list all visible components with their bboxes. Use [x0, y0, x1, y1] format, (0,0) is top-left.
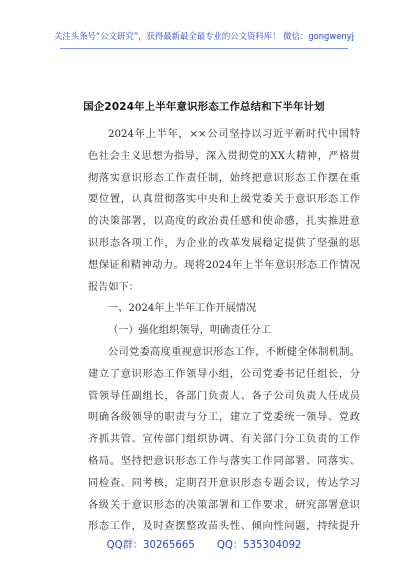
- footer-qq-number: QQ：535304092: [216, 540, 302, 551]
- section-heading: 一、2024年上半年工作开展情况: [108, 303, 257, 315]
- body-line: 建立了意识形态工作领导小组，公司党委书记任组长，分: [88, 368, 360, 380]
- footer-qq-group: QQ群：30265665: [106, 540, 195, 551]
- body-line: 的决策部署，以高度的政治责任感和使命感，扎实推进意: [88, 216, 360, 228]
- document-body: [88, 124, 360, 538]
- header-banner: 关注头条号“公文研究”，获得最新最全最专业的公文资料库！ 微信：gongwenyj: [54, 31, 354, 41]
- body-line: 格局。坚持把意识形态工作与落实工作同部署、同落实、: [88, 455, 360, 467]
- footer-contact: [0, 536, 408, 551]
- subsection-heading: （一）强化组织领导，明确责任分工: [108, 325, 271, 337]
- body-line: 要位置，认真贯彻落实中央和上级党委关于意识形态工作: [88, 194, 360, 206]
- body-line: 管领导任副组长，各部门负责人、各子公司负责人任成员: [88, 390, 360, 402]
- body-line: 同检查、同考核，定期召开意识形态专题会议，传达学习: [88, 477, 360, 489]
- body-line: 2024年上半年，××公司坚持以习近平新时代中国特: [108, 129, 360, 140]
- body-line: 识形态各项工作，为企业的改革发展稳定提供了坚强的思: [88, 237, 360, 249]
- body-line: 彻落实意识形态工作责任制，始终把意识形态工作摆在重: [88, 172, 360, 184]
- body-line: 明确各级领导的职责与分工，建立了党委统一领导、党政: [88, 412, 360, 424]
- header-divider: [60, 48, 348, 49]
- body-line: 公司党委高度重视意识形态工作，不断健全体制机制。: [108, 346, 360, 358]
- body-line: 各级关于意识形态的决策部署和工作要求，研究部署意识: [88, 499, 360, 511]
- body-line: 色社会主义思想为指导，深入贯彻党的XX大精神，严格贯: [88, 150, 360, 162]
- body-line: 报告如下：: [88, 281, 139, 293]
- body-line: 想保证和精神动力。现将2024年上半年意识形态工作情况: [88, 259, 360, 271]
- body-line: 形态工作，及时查摆整改苗头性、倾向性问题，持续提升: [88, 521, 360, 533]
- document-title: 国企2024年上半年意识形态工作总结和下半年计划: [83, 101, 325, 113]
- body-line: 齐抓共管、宣传部门组织协调、有关部门分工负责的工作: [88, 434, 360, 446]
